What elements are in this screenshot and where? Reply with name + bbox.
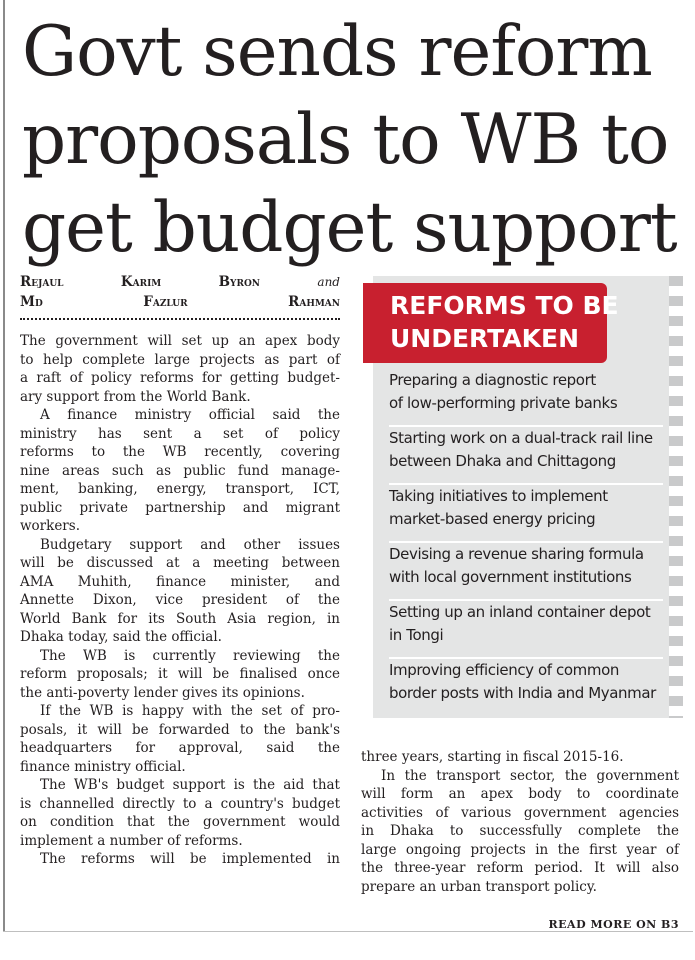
text-line: Dhaka today, said the official. [20,629,222,645]
text-line: to help complete large projects as part of [20,351,340,368]
sidebar-title [363,283,619,363]
text-line: implement a number of reforms. [20,832,243,849]
reform-line: Starting work on a dual-track rail line [389,429,653,447]
text-line: The WB's budget support is the aid that [40,777,340,793]
byline [20,272,340,312]
text-line: World Bank for its South Asia region, in [20,610,340,627]
text-line: nine areas such as public fund manage- [20,462,340,479]
text-line: ment, banking, energy, transport, ICT, [20,481,340,497]
article-column-right [361,748,679,896]
text-line: activities of various government agencies [361,804,679,821]
reform-item [389,601,663,659]
text-line: A finance ministry official said the [40,407,340,423]
paragraph [20,406,340,536]
text-line: ministry has sent a set of policy [20,425,340,442]
text-line: posals, it will be forwarded to the bank's [20,721,340,738]
text-line: The reforms will be implemented in [40,851,340,867]
reform-line: market-based energy pricing [389,510,596,528]
headline-line: proposals to WB to [22,100,669,180]
text-line: in Dhaka to successfully complete the [361,823,679,839]
text-line: reform proposals; it will be finalised once [20,666,340,682]
text-line: workers. [20,518,80,534]
paragraph [20,850,340,869]
text-line: finance ministry official. [20,758,186,775]
sidebar-title-line: UNDERTAKEN [390,324,580,353]
paragraph [361,767,679,897]
reform-line: of low-performing private banks [389,394,618,412]
text-line: will be discussed at a meeting between [20,555,340,571]
text-line: The WB is currently reviewing the [40,647,340,664]
text-line: the anti-poverty lender gives its opinions. [20,684,305,701]
reform-item [389,543,663,601]
text-line: headquarters for approval, said the [20,740,340,756]
paragraph [20,647,340,703]
text-line: public private partnership and migrant [20,499,340,516]
reform-item [389,369,663,427]
reform-line: Taking initiatives to implement [389,487,608,505]
text-line: will form an apex body to coordinate [361,786,679,802]
text-line: If the WB is happy with the set of pro- [40,703,340,719]
reform-list [389,369,663,717]
author-name: Rejaul Karim Byron [20,274,261,290]
reform-line: in Tongi [389,626,444,644]
text-line: is channelled directly to a country's budget [20,795,340,812]
text-line: AMA Muhith, finance minister, and [20,573,340,590]
text-line: a raft of policy reforms for getting budget- [20,370,340,386]
reform-item [389,659,663,717]
column-rule [3,0,5,932]
text-line: Annette Dixon, vice president of the [20,592,340,608]
reform-line: with local government institutions [389,568,632,586]
reform-line: between Dhaka and Chittagong [389,452,616,470]
reform-line: border posts with India and Myanmar [389,684,656,702]
headline-line: get budget support [22,188,677,268]
text-line: three years, starting in fiscal 2015-16. [361,749,624,765]
paragraph [361,748,679,767]
text-line: large ongoing projects in the first year of [361,841,679,858]
byline-divider [20,318,340,320]
bottom-rule [3,931,693,932]
headline-line: Govt sends reform [22,12,652,92]
paragraph [20,702,340,776]
reform-line: Devising a revenue sharing formula [389,545,644,563]
text-line: Budgetary support and other issues [40,536,340,553]
author-name: Md Fazlur Rahman [20,294,340,310]
byline-line [20,272,340,292]
text-line: The government will set up an apex body [20,333,340,349]
text-line: prepare an urban transport policy. [361,878,597,895]
sidebar-edge-pattern [669,276,683,718]
byline-and: and [317,275,340,289]
reform-item [389,485,663,543]
reform-item [389,427,663,485]
article-column-left [20,332,340,869]
text-line: on condition that the government would [20,814,340,830]
read-more-link[interactable]: READ MORE ON B3 [548,918,679,931]
paragraph [20,536,340,647]
text-line: reforms to the WB recently, covering [20,444,340,460]
reform-line: Preparing a diagnostic report [389,371,596,389]
reform-line: Setting up an inland container depot [389,603,651,621]
text-line: In the transport sector, the government [381,767,679,784]
paragraph [20,332,340,406]
text-line: ary support from the World Bank. [20,388,251,405]
reform-line: Improving efficiency of common [389,661,619,679]
paragraph [20,776,340,850]
sidebar-title-line: REFORMS TO BE [390,291,619,320]
headline [22,8,692,272]
text-line: the three-year reform period. It will also [361,860,679,876]
